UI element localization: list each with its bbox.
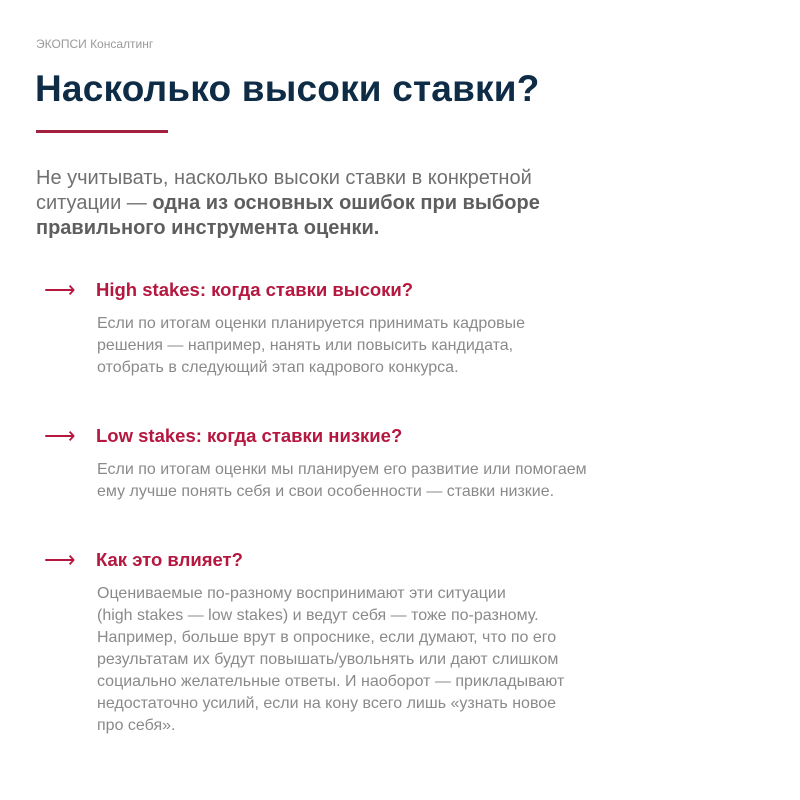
intro-bold: одна из основных ошибок при выборе <box>152 192 540 214</box>
body-line: недостаточно усилий, если на кону всего лишь «узнать новое <box>97 695 557 712</box>
arrow-right-icon: ⟶ <box>44 547 76 572</box>
title-underline <box>36 130 168 133</box>
body-line: социально желательные ответы. И наоборот — прикладывают <box>97 673 565 690</box>
arrow-right-icon: ⟶ <box>44 423 76 448</box>
body-line: результатам их будут повышать/увольнять или дают слишком <box>97 651 559 668</box>
body-line: ему лучше понять себя и свои особенности — ставки низкие. <box>97 483 555 500</box>
brand-label: ЭКОПСИ Консалтинг <box>36 37 154 51</box>
body-line: про себя». <box>97 717 176 734</box>
body-line: Если по итогам оценки планируется принимать кадровые <box>97 315 526 332</box>
section-high-stakes <box>44 277 525 379</box>
page-title: Насколько высоки ставки? <box>35 68 540 109</box>
section-heading: High stakes: когда ставки высоки? <box>96 279 414 300</box>
body-line: Если по итогам оценки мы планируем его развитие или помогаем <box>97 461 587 478</box>
section-heading: Low stakes: когда ставки низкие? <box>96 425 403 446</box>
intro-paragraph <box>36 166 540 241</box>
section-heading: Как это влияет? <box>96 549 243 570</box>
body-line: решения — например, нанять или повысить кандидата, <box>97 337 514 354</box>
body-line: (high stakes — low stakes) и ведут себя — тоже по-разному. <box>97 607 539 624</box>
intro-line: ситуации — <box>36 192 153 214</box>
intro-bold: правильного инструмента оценки. <box>36 217 380 239</box>
section-impact <box>44 547 564 737</box>
section-low-stakes <box>44 423 587 503</box>
section-body <box>97 583 564 737</box>
arrow-right-icon: ⟶ <box>44 277 76 302</box>
body-line: Например, больше врут в опроснике, если думают, что по его <box>97 629 557 646</box>
intro-line: Не учитывать, насколько высоки ставки в конкретной <box>36 167 532 189</box>
section-body <box>97 459 587 503</box>
body-line: Оцениваемые по-разному воспринимают эти ситуации <box>97 585 506 602</box>
section-body <box>97 313 525 379</box>
body-line: отобрать в следующий этап кадрового конкурса. <box>97 359 459 376</box>
